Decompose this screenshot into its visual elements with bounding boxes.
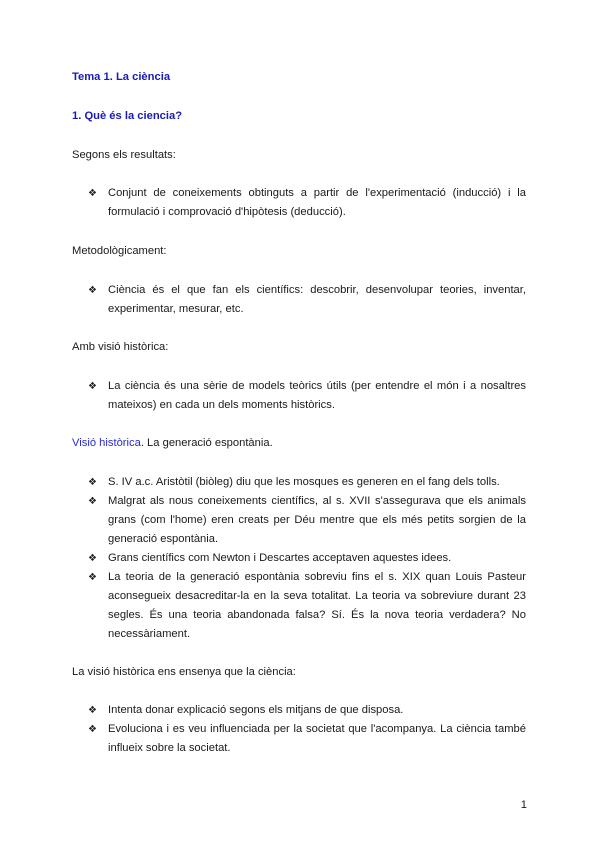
diamond-bullet-icon: ❖ [88, 572, 97, 583]
list-item-text: Grans científics com Newton i Descartes acceptaven aquestes idees. [108, 552, 452, 564]
diamond-bullet-icon: ❖ [88, 381, 97, 392]
list-item-text: Intenta donar explicació segons els mitjans de que disposa. [108, 704, 404, 716]
list-item [88, 492, 526, 549]
list-item-text: La teoria de la generació espontània sobreviu fins el s. XIX quan Louis Pasteur aconsegueix desacreditar-la en la seva totalitat. La teoria va sobreviure durant 23 segles. És una teoria abandonada falsa? Sí. És la nova teoria verdadera? No necessàriament. [108, 571, 526, 640]
list-item [88, 720, 526, 758]
intro-methodology: Metodològicament: [72, 245, 167, 257]
diamond-bullet-icon: ❖ [88, 553, 97, 564]
list-item [88, 473, 526, 492]
intro-historic-view: Amb visió històrica: [72, 341, 169, 353]
historic-link[interactable]: Visió històrica [72, 437, 141, 449]
diamond-bullet-icon: ❖ [88, 705, 97, 716]
list-item-text: Conjunt de coneixements obtinguts a partir de l'experimentació (inducció) i la formulació i comprovació d'hipòtesis (deducció). [108, 187, 526, 218]
bullet-list-lesson [88, 701, 526, 758]
diamond-bullet-icon: ❖ [88, 285, 97, 296]
list-item [88, 568, 526, 644]
section-heading: 1. Què és la ciencia? [72, 110, 183, 122]
diamond-bullet-icon: ❖ [88, 496, 97, 507]
list-item [88, 377, 526, 415]
diamond-bullet-icon: ❖ [88, 188, 97, 199]
bullet-list-spontaneous-generation [88, 473, 526, 644]
list-item-text: Malgrat als nous coneixements científics, al s. XVII s'assegurava que els animals grans (com l'home) eren creats per Déu mentre que els més petits sorgien de la generació espontània. [108, 495, 526, 545]
document-title: Tema 1. La ciència [72, 71, 171, 83]
bullet-list-results [88, 184, 526, 222]
bullet-list-methodology [88, 281, 526, 319]
list-item-text: Ciència és el que fan els científics: descobrir, desenvolupar teories, inventar, experimentar, mesurar, etc. [108, 284, 526, 315]
page-number: 1 [520, 799, 527, 811]
intro-lesson: La visió històrica ens ensenya que la ciència: [72, 666, 296, 678]
list-item [88, 701, 526, 720]
diamond-bullet-icon: ❖ [88, 477, 97, 488]
intro-results: Segons els resultats: [72, 149, 176, 161]
list-item-text: S. IV a.c. Aristòtil (biòleg) diu que les mosques es generen en el fang dels tolls. [108, 476, 500, 488]
list-item [88, 549, 526, 568]
list-item [88, 184, 526, 222]
diamond-bullet-icon: ❖ [88, 724, 97, 735]
historic-heading [72, 434, 527, 453]
historic-heading-rest: . La generació espontània. [140, 437, 273, 449]
list-item-text: Evoluciona i es veu influenciada per la societat que l'acompanya. La ciència també influeix sobre la societat. [108, 723, 526, 754]
bullet-list-historic-view [88, 377, 526, 415]
list-item-text: La ciència és una sèrie de models teòrics útils (per entendre el món i a nosaltres mateixos) en cada un dels moments històrics. [108, 380, 526, 411]
list-item [88, 281, 526, 319]
